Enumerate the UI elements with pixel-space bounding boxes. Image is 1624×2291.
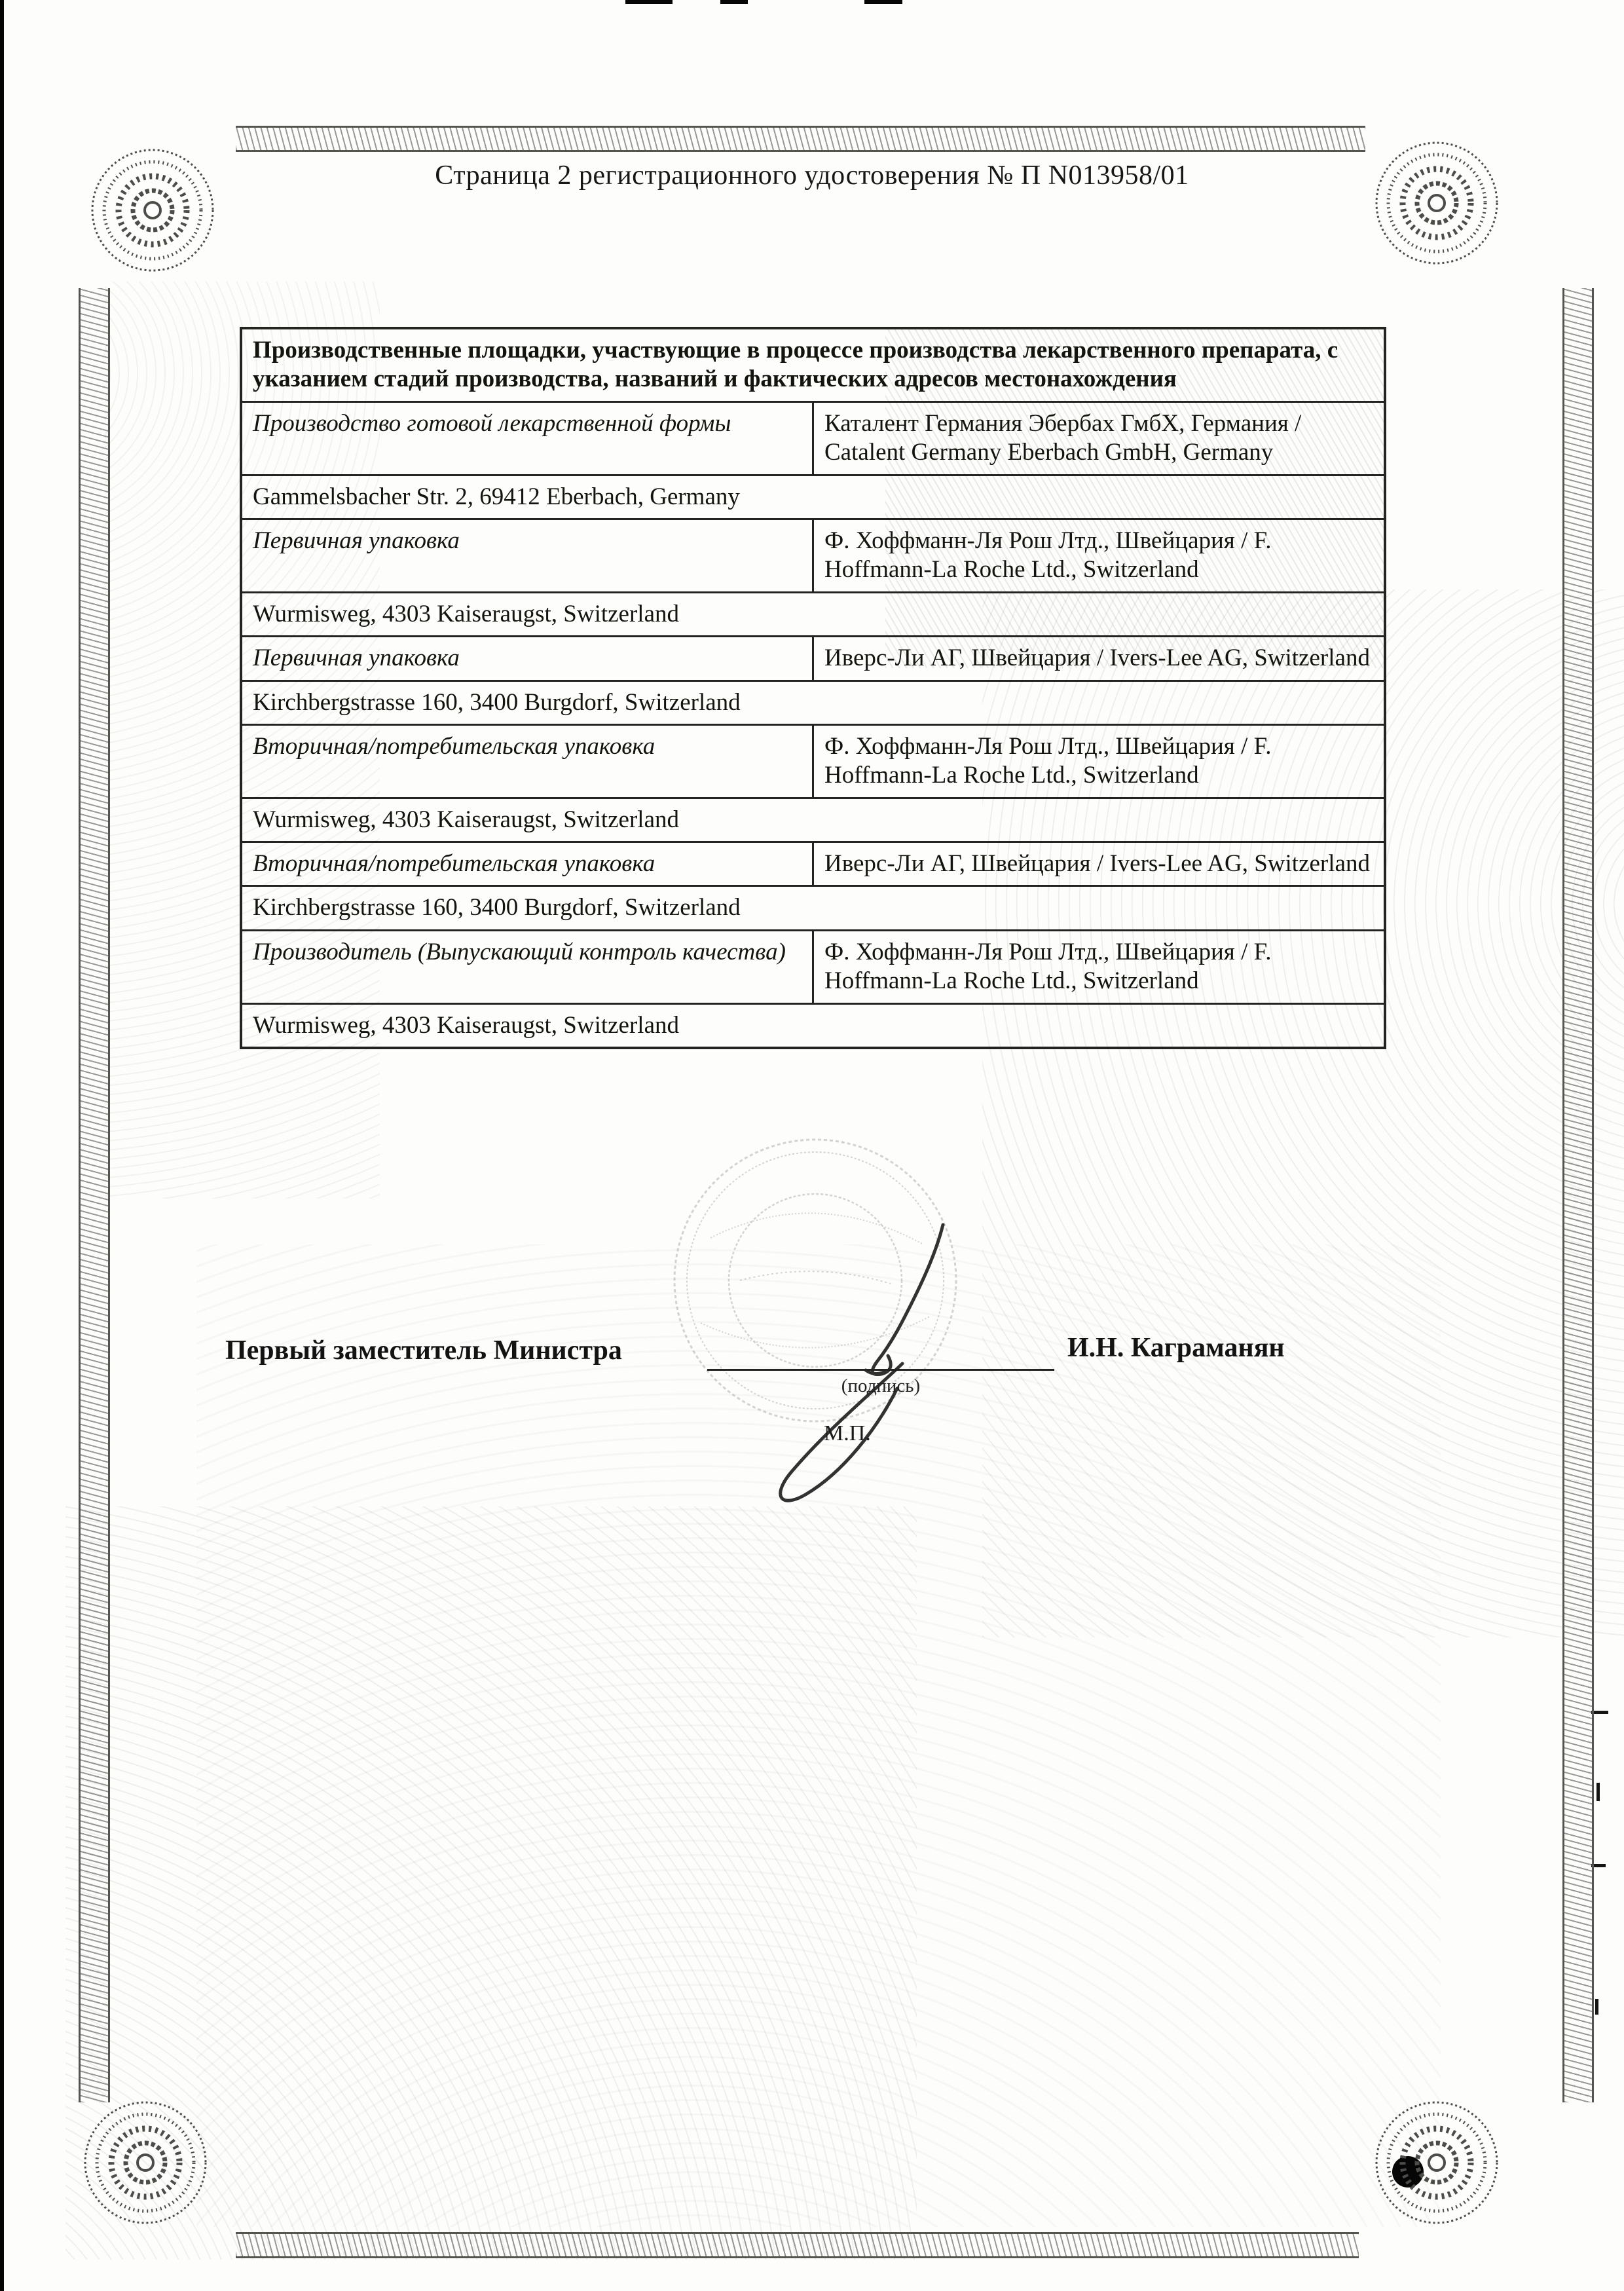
border-band-left	[79, 288, 110, 2102]
company-cell: Ф. Хоффманн-Ля Рош Лтд., Швейцария / F. Hoffmann-La Roche Ltd., Switzerland	[813, 519, 1386, 592]
stage-cell: Вторичная/потребительская упаковка	[241, 724, 813, 798]
address-cell: Gammelsbacher Str. 2, 69412 Eberbach, Germany	[241, 475, 1385, 519]
company-cell: Иверс-Ли АГ, Швейцария / Ivers-Lee AG, Switzerland	[813, 842, 1386, 886]
official-name: И.Н. Каграманян	[1067, 1333, 1285, 1363]
company-cell: Ф. Хоффманн-Ля Рош Лтд., Швейцария / F. Hoffmann-La Roche Ltd., Switzerland	[813, 930, 1386, 1003]
scan-top-mark	[720, 0, 748, 4]
scan-top-mark	[625, 0, 673, 4]
stage-cell: Первичная упаковка	[241, 637, 813, 680]
address-cell: Wurmisweg, 4303 Kaiseraugst, Switzerland	[241, 1003, 1385, 1048]
table-row	[241, 930, 1385, 1003]
table-row	[241, 842, 1385, 886]
scan-edge-mark	[1596, 1783, 1600, 1801]
border-band-top	[236, 126, 1365, 152]
table-row	[241, 592, 1385, 636]
table-row	[241, 798, 1385, 842]
stage-cell: Вторичная/потребительская упаковка	[241, 842, 813, 886]
corner-rosette-icon	[1371, 138, 1502, 269]
table-title: Производственные площадки, участвующие в процессе производства лекарственного препарата, с указанием стадий производства, названий и фактических адресов местонахождения	[241, 328, 1385, 401]
official-title: Первый заместитель Министра	[225, 1335, 622, 1366]
stage-cell: Первичная упаковка	[241, 519, 813, 592]
stage-cell: Производитель (Выпускающий контроль качества)	[241, 930, 813, 1003]
table-row	[241, 1003, 1385, 1048]
corner-rosette-icon	[1371, 2097, 1502, 2228]
address-cell: Kirchbergstrasse 160, 3400 Burgdorf, Switzerland	[241, 886, 1385, 930]
table-row	[241, 680, 1385, 724]
seal-place-label: М.П.	[824, 1421, 871, 1445]
production-sites-table	[240, 327, 1386, 1049]
address-cell: Wurmisweg, 4303 Kaiseraugst, Switzerland	[241, 798, 1385, 842]
table-row	[241, 637, 1385, 680]
corner-rosette-icon	[80, 2097, 211, 2228]
border-band-bottom	[236, 2232, 1359, 2258]
table-row	[241, 519, 1385, 592]
company-cell: Каталент Германия Эбербах ГмбХ, Германия / Catalent Germany Eberbach GmbH, Germany	[813, 401, 1386, 475]
table-row	[241, 886, 1385, 930]
company-cell: Иверс-Ли АГ, Швейцария / Ivers-Lee AG, Switzerland	[813, 637, 1386, 680]
border-band-right	[1562, 288, 1594, 2102]
stage-cell: Производство готовой лекарственной формы	[241, 401, 813, 475]
table-row	[241, 328, 1385, 401]
company-cell: Ф. Хоффманн-Ля Рош Лтд., Швейцария / F. Hoffmann-La Roche Ltd., Switzerland	[813, 724, 1386, 798]
scan-edge-mark	[1595, 1999, 1598, 2015]
signature-caption: (подпись)	[841, 1375, 921, 1396]
address-cell: Wurmisweg, 4303 Kaiseraugst, Switzerland	[241, 592, 1385, 636]
table-row	[241, 724, 1385, 798]
table-row	[241, 401, 1385, 475]
scan-edge-line	[0, 0, 4, 2291]
signature-line	[707, 1337, 1054, 1371]
page-title: Страница 2 регистрационного удостоверения № П N013958/01	[435, 160, 1189, 191]
table-row	[241, 475, 1385, 519]
address-cell: Kirchbergstrasse 160, 3400 Burgdorf, Switzerland	[241, 680, 1385, 724]
scan-top-mark	[864, 0, 902, 4]
